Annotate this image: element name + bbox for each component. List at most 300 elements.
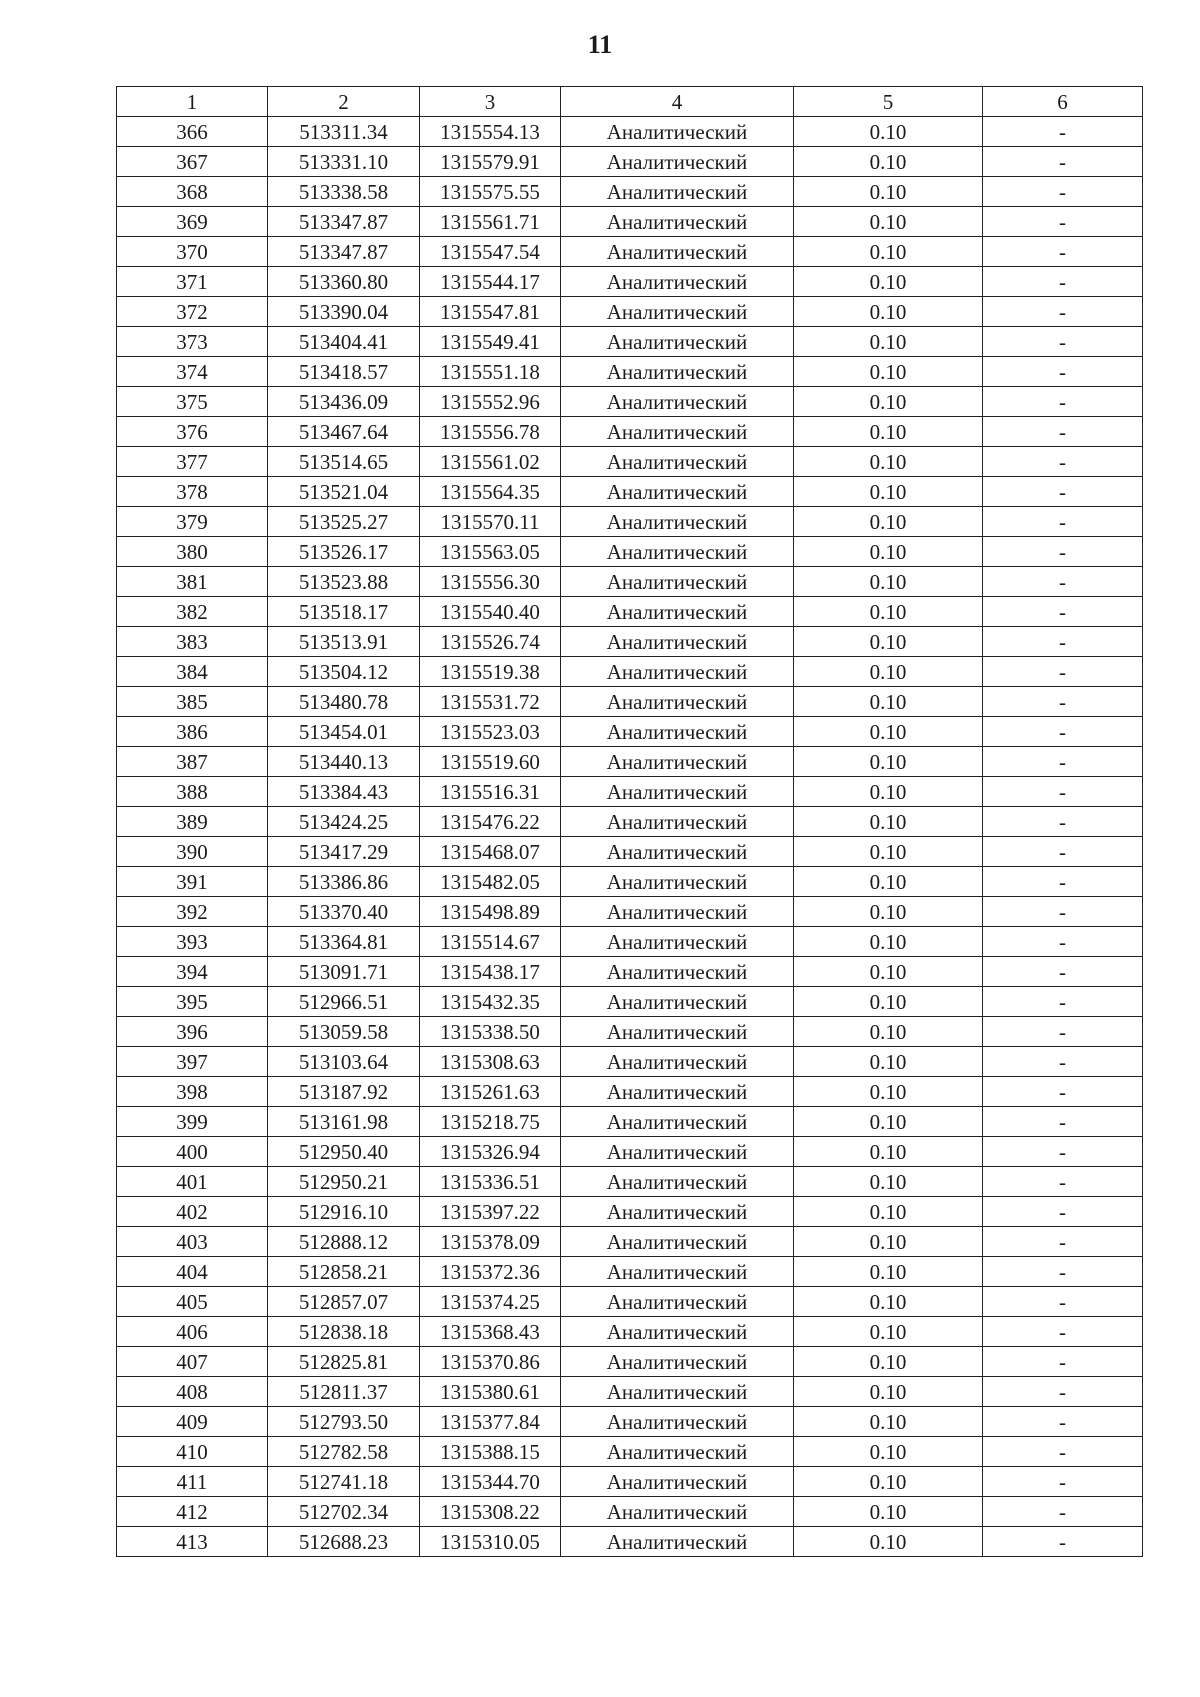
point-number-cell: 367 bbox=[117, 147, 268, 177]
note-cell: - bbox=[983, 1287, 1143, 1317]
accuracy-cell: 0.10 bbox=[794, 1167, 983, 1197]
x-coordinate-cell: 512966.51 bbox=[268, 987, 420, 1017]
accuracy-cell: 0.10 bbox=[794, 177, 983, 207]
table-row bbox=[117, 1437, 1143, 1467]
point-number-cell: 370 bbox=[117, 237, 268, 267]
point-number-cell: 392 bbox=[117, 897, 268, 927]
x-coordinate-cell: 512838.18 bbox=[268, 1317, 420, 1347]
method-cell: Аналитический bbox=[561, 1347, 794, 1377]
column-header-2: 2 bbox=[268, 87, 420, 117]
method-cell: Аналитический bbox=[561, 357, 794, 387]
y-coordinate-cell: 1315261.63 bbox=[420, 1077, 561, 1107]
method-cell: Аналитический bbox=[561, 1167, 794, 1197]
note-cell: - bbox=[983, 357, 1143, 387]
point-number-cell: 371 bbox=[117, 267, 268, 297]
y-coordinate-cell: 1315554.13 bbox=[420, 117, 561, 147]
table-row bbox=[117, 927, 1143, 957]
point-number-cell: 408 bbox=[117, 1377, 268, 1407]
y-coordinate-cell: 1315552.96 bbox=[420, 387, 561, 417]
note-cell: - bbox=[983, 237, 1143, 267]
table-body bbox=[117, 117, 1143, 1557]
method-cell: Аналитический bbox=[561, 447, 794, 477]
accuracy-cell: 0.10 bbox=[794, 897, 983, 927]
point-number-cell: 406 bbox=[117, 1317, 268, 1347]
table-row bbox=[117, 1347, 1143, 1377]
table-row bbox=[117, 837, 1143, 867]
table-row bbox=[117, 207, 1143, 237]
y-coordinate-cell: 1315218.75 bbox=[420, 1107, 561, 1137]
method-cell: Аналитический bbox=[561, 267, 794, 297]
accuracy-cell: 0.10 bbox=[794, 417, 983, 447]
table-header bbox=[117, 87, 1143, 117]
x-coordinate-cell: 513417.29 bbox=[268, 837, 420, 867]
accuracy-cell: 0.10 bbox=[794, 1437, 983, 1467]
accuracy-cell: 0.10 bbox=[794, 1017, 983, 1047]
x-coordinate-cell: 513338.58 bbox=[268, 177, 420, 207]
accuracy-cell: 0.10 bbox=[794, 627, 983, 657]
x-coordinate-cell: 513059.58 bbox=[268, 1017, 420, 1047]
column-header-1: 1 bbox=[117, 87, 268, 117]
x-coordinate-cell: 513103.64 bbox=[268, 1047, 420, 1077]
y-coordinate-cell: 1315547.81 bbox=[420, 297, 561, 327]
note-cell: - bbox=[983, 387, 1143, 417]
point-number-cell: 395 bbox=[117, 987, 268, 1017]
table-row bbox=[117, 237, 1143, 267]
table-row bbox=[117, 1287, 1143, 1317]
point-number-cell: 368 bbox=[117, 177, 268, 207]
table-row bbox=[117, 1197, 1143, 1227]
x-coordinate-cell: 513521.04 bbox=[268, 477, 420, 507]
table-row bbox=[117, 1257, 1143, 1287]
table-row bbox=[117, 147, 1143, 177]
method-cell: Аналитический bbox=[561, 1527, 794, 1557]
y-coordinate-cell: 1315397.22 bbox=[420, 1197, 561, 1227]
note-cell: - bbox=[983, 1407, 1143, 1437]
point-number-cell: 409 bbox=[117, 1407, 268, 1437]
point-number-cell: 383 bbox=[117, 627, 268, 657]
y-coordinate-cell: 1315482.05 bbox=[420, 867, 561, 897]
note-cell: - bbox=[983, 537, 1143, 567]
coordinates-table bbox=[116, 86, 1143, 1557]
x-coordinate-cell: 512688.23 bbox=[268, 1527, 420, 1557]
table-row bbox=[117, 1407, 1143, 1437]
table-row bbox=[117, 687, 1143, 717]
accuracy-cell: 0.10 bbox=[794, 447, 983, 477]
accuracy-cell: 0.10 bbox=[794, 1197, 983, 1227]
note-cell: - bbox=[983, 507, 1143, 537]
table-row bbox=[117, 357, 1143, 387]
y-coordinate-cell: 1315388.15 bbox=[420, 1437, 561, 1467]
point-number-cell: 377 bbox=[117, 447, 268, 477]
note-cell: - bbox=[983, 1197, 1143, 1227]
x-coordinate-cell: 512888.12 bbox=[268, 1227, 420, 1257]
note-cell: - bbox=[983, 1377, 1143, 1407]
note-cell: - bbox=[983, 1167, 1143, 1197]
y-coordinate-cell: 1315526.74 bbox=[420, 627, 561, 657]
table-row bbox=[117, 387, 1143, 417]
note-cell: - bbox=[983, 327, 1143, 357]
accuracy-cell: 0.10 bbox=[794, 567, 983, 597]
point-number-cell: 372 bbox=[117, 297, 268, 327]
accuracy-cell: 0.10 bbox=[794, 507, 983, 537]
method-cell: Аналитический bbox=[561, 1017, 794, 1047]
x-coordinate-cell: 513364.81 bbox=[268, 927, 420, 957]
x-coordinate-cell: 513404.41 bbox=[268, 327, 420, 357]
note-cell: - bbox=[983, 777, 1143, 807]
x-coordinate-cell: 513526.17 bbox=[268, 537, 420, 567]
note-cell: - bbox=[983, 447, 1143, 477]
point-number-cell: 369 bbox=[117, 207, 268, 237]
table-row bbox=[117, 447, 1143, 477]
y-coordinate-cell: 1315368.43 bbox=[420, 1317, 561, 1347]
table-row bbox=[117, 717, 1143, 747]
accuracy-cell: 0.10 bbox=[794, 267, 983, 297]
point-number-cell: 396 bbox=[117, 1017, 268, 1047]
y-coordinate-cell: 1315326.94 bbox=[420, 1137, 561, 1167]
method-cell: Аналитический bbox=[561, 1287, 794, 1317]
point-number-cell: 378 bbox=[117, 477, 268, 507]
point-number-cell: 382 bbox=[117, 597, 268, 627]
method-cell: Аналитический bbox=[561, 297, 794, 327]
table-row bbox=[117, 1527, 1143, 1557]
accuracy-cell: 0.10 bbox=[794, 117, 983, 147]
note-cell: - bbox=[983, 267, 1143, 297]
x-coordinate-cell: 512793.50 bbox=[268, 1407, 420, 1437]
point-number-cell: 376 bbox=[117, 417, 268, 447]
point-number-cell: 373 bbox=[117, 327, 268, 357]
point-number-cell: 388 bbox=[117, 777, 268, 807]
y-coordinate-cell: 1315519.38 bbox=[420, 657, 561, 687]
note-cell: - bbox=[983, 867, 1143, 897]
y-coordinate-cell: 1315498.89 bbox=[420, 897, 561, 927]
table-row bbox=[117, 1137, 1143, 1167]
note-cell: - bbox=[983, 1077, 1143, 1107]
point-number-cell: 394 bbox=[117, 957, 268, 987]
x-coordinate-cell: 513161.98 bbox=[268, 1107, 420, 1137]
table-row bbox=[117, 327, 1143, 357]
table-row bbox=[117, 957, 1143, 987]
point-number-cell: 380 bbox=[117, 537, 268, 567]
point-number-cell: 400 bbox=[117, 1137, 268, 1167]
table-row bbox=[117, 117, 1143, 147]
method-cell: Аналитический bbox=[561, 1077, 794, 1107]
point-number-cell: 366 bbox=[117, 117, 268, 147]
table-row bbox=[117, 1317, 1143, 1347]
y-coordinate-cell: 1315570.11 bbox=[420, 507, 561, 537]
point-number-cell: 399 bbox=[117, 1107, 268, 1137]
accuracy-cell: 0.10 bbox=[794, 747, 983, 777]
accuracy-cell: 0.10 bbox=[794, 327, 983, 357]
x-coordinate-cell: 513360.80 bbox=[268, 267, 420, 297]
point-number-cell: 407 bbox=[117, 1347, 268, 1377]
y-coordinate-cell: 1315310.05 bbox=[420, 1527, 561, 1557]
accuracy-cell: 0.10 bbox=[794, 1227, 983, 1257]
x-coordinate-cell: 513525.27 bbox=[268, 507, 420, 537]
method-cell: Аналитический bbox=[561, 477, 794, 507]
point-number-cell: 402 bbox=[117, 1197, 268, 1227]
accuracy-cell: 0.10 bbox=[794, 1467, 983, 1497]
method-cell: Аналитический bbox=[561, 1437, 794, 1467]
method-cell: Аналитический bbox=[561, 957, 794, 987]
note-cell: - bbox=[983, 987, 1143, 1017]
note-cell: - bbox=[983, 417, 1143, 447]
accuracy-cell: 0.10 bbox=[794, 687, 983, 717]
y-coordinate-cell: 1315519.60 bbox=[420, 747, 561, 777]
x-coordinate-cell: 512858.21 bbox=[268, 1257, 420, 1287]
accuracy-cell: 0.10 bbox=[794, 537, 983, 567]
accuracy-cell: 0.10 bbox=[794, 987, 983, 1017]
table-row bbox=[117, 477, 1143, 507]
point-number-cell: 387 bbox=[117, 747, 268, 777]
y-coordinate-cell: 1315579.91 bbox=[420, 147, 561, 177]
note-cell: - bbox=[983, 837, 1143, 867]
x-coordinate-cell: 513518.17 bbox=[268, 597, 420, 627]
point-number-cell: 404 bbox=[117, 1257, 268, 1287]
table-row bbox=[117, 897, 1143, 927]
point-number-cell: 413 bbox=[117, 1527, 268, 1557]
note-cell: - bbox=[983, 597, 1143, 627]
table-row bbox=[117, 567, 1143, 597]
note-cell: - bbox=[983, 567, 1143, 597]
y-coordinate-cell: 1315378.09 bbox=[420, 1227, 561, 1257]
y-coordinate-cell: 1315561.02 bbox=[420, 447, 561, 477]
y-coordinate-cell: 1315344.70 bbox=[420, 1467, 561, 1497]
accuracy-cell: 0.10 bbox=[794, 207, 983, 237]
method-cell: Аналитический bbox=[561, 507, 794, 537]
y-coordinate-cell: 1315556.78 bbox=[420, 417, 561, 447]
point-number-cell: 375 bbox=[117, 387, 268, 417]
point-number-cell: 389 bbox=[117, 807, 268, 837]
table-row bbox=[117, 747, 1143, 777]
point-number-cell: 386 bbox=[117, 717, 268, 747]
method-cell: Аналитический bbox=[561, 717, 794, 747]
note-cell: - bbox=[983, 1497, 1143, 1527]
accuracy-cell: 0.10 bbox=[794, 1317, 983, 1347]
accuracy-cell: 0.10 bbox=[794, 297, 983, 327]
y-coordinate-cell: 1315561.71 bbox=[420, 207, 561, 237]
method-cell: Аналитический bbox=[561, 237, 794, 267]
y-coordinate-cell: 1315308.22 bbox=[420, 1497, 561, 1527]
point-number-cell: 390 bbox=[117, 837, 268, 867]
accuracy-cell: 0.10 bbox=[794, 957, 983, 987]
accuracy-cell: 0.10 bbox=[794, 1257, 983, 1287]
accuracy-cell: 0.10 bbox=[794, 1047, 983, 1077]
method-cell: Аналитический bbox=[561, 597, 794, 627]
table-row bbox=[117, 537, 1143, 567]
point-number-cell: 384 bbox=[117, 657, 268, 687]
note-cell: - bbox=[983, 657, 1143, 687]
point-number-cell: 398 bbox=[117, 1077, 268, 1107]
accuracy-cell: 0.10 bbox=[794, 237, 983, 267]
method-cell: Аналитический bbox=[561, 807, 794, 837]
x-coordinate-cell: 513347.87 bbox=[268, 207, 420, 237]
y-coordinate-cell: 1315336.51 bbox=[420, 1167, 561, 1197]
y-coordinate-cell: 1315370.86 bbox=[420, 1347, 561, 1377]
method-cell: Аналитический bbox=[561, 567, 794, 597]
x-coordinate-cell: 513418.57 bbox=[268, 357, 420, 387]
x-coordinate-cell: 513370.40 bbox=[268, 897, 420, 927]
method-cell: Аналитический bbox=[561, 1107, 794, 1137]
method-cell: Аналитический bbox=[561, 1377, 794, 1407]
accuracy-cell: 0.10 bbox=[794, 1497, 983, 1527]
y-coordinate-cell: 1315564.35 bbox=[420, 477, 561, 507]
note-cell: - bbox=[983, 477, 1143, 507]
table-row bbox=[117, 1107, 1143, 1137]
note-cell: - bbox=[983, 747, 1143, 777]
y-coordinate-cell: 1315531.72 bbox=[420, 687, 561, 717]
note-cell: - bbox=[983, 927, 1143, 957]
point-number-cell: 393 bbox=[117, 927, 268, 957]
x-coordinate-cell: 512825.81 bbox=[268, 1347, 420, 1377]
note-cell: - bbox=[983, 1467, 1143, 1497]
y-coordinate-cell: 1315563.05 bbox=[420, 537, 561, 567]
point-number-cell: 385 bbox=[117, 687, 268, 717]
note-cell: - bbox=[983, 1437, 1143, 1467]
x-coordinate-cell: 513504.12 bbox=[268, 657, 420, 687]
note-cell: - bbox=[983, 627, 1143, 657]
x-coordinate-cell: 513311.34 bbox=[268, 117, 420, 147]
method-cell: Аналитический bbox=[561, 1047, 794, 1077]
accuracy-cell: 0.10 bbox=[794, 1347, 983, 1377]
method-cell: Аналитический bbox=[561, 1467, 794, 1497]
table-row bbox=[117, 867, 1143, 897]
note-cell: - bbox=[983, 207, 1143, 237]
table-row bbox=[117, 1377, 1143, 1407]
accuracy-cell: 0.10 bbox=[794, 357, 983, 387]
x-coordinate-cell: 513424.25 bbox=[268, 807, 420, 837]
note-cell: - bbox=[983, 687, 1143, 717]
table-row bbox=[117, 1017, 1143, 1047]
table-row bbox=[117, 597, 1143, 627]
y-coordinate-cell: 1315549.41 bbox=[420, 327, 561, 357]
method-cell: Аналитический bbox=[561, 117, 794, 147]
accuracy-cell: 0.10 bbox=[794, 1137, 983, 1167]
page-number: 11 bbox=[587, 30, 613, 59]
accuracy-cell: 0.10 bbox=[794, 867, 983, 897]
table-row bbox=[117, 1047, 1143, 1077]
accuracy-cell: 0.10 bbox=[794, 657, 983, 687]
y-coordinate-cell: 1315468.07 bbox=[420, 837, 561, 867]
accuracy-cell: 0.10 bbox=[794, 927, 983, 957]
table-row bbox=[117, 267, 1143, 297]
x-coordinate-cell: 513091.71 bbox=[268, 957, 420, 987]
method-cell: Аналитический bbox=[561, 837, 794, 867]
accuracy-cell: 0.10 bbox=[794, 1407, 983, 1437]
point-number-cell: 410 bbox=[117, 1437, 268, 1467]
accuracy-cell: 0.10 bbox=[794, 807, 983, 837]
x-coordinate-cell: 512782.58 bbox=[268, 1437, 420, 1467]
table-row bbox=[117, 507, 1143, 537]
x-coordinate-cell: 513513.91 bbox=[268, 627, 420, 657]
x-coordinate-cell: 513347.87 bbox=[268, 237, 420, 267]
accuracy-cell: 0.10 bbox=[794, 477, 983, 507]
accuracy-cell: 0.10 bbox=[794, 717, 983, 747]
method-cell: Аналитический bbox=[561, 1137, 794, 1167]
method-cell: Аналитический bbox=[561, 177, 794, 207]
x-coordinate-cell: 512950.21 bbox=[268, 1167, 420, 1197]
note-cell: - bbox=[983, 297, 1143, 327]
note-cell: - bbox=[983, 1107, 1143, 1137]
point-number-cell: 405 bbox=[117, 1287, 268, 1317]
accuracy-cell: 0.10 bbox=[794, 387, 983, 417]
accuracy-cell: 0.10 bbox=[794, 597, 983, 627]
note-cell: - bbox=[983, 147, 1143, 177]
x-coordinate-cell: 513386.86 bbox=[268, 867, 420, 897]
x-coordinate-cell: 513187.92 bbox=[268, 1077, 420, 1107]
point-number-cell: 379 bbox=[117, 507, 268, 537]
table-row bbox=[117, 1227, 1143, 1257]
method-cell: Аналитический bbox=[561, 627, 794, 657]
column-header-5: 5 bbox=[794, 87, 983, 117]
note-cell: - bbox=[983, 807, 1143, 837]
accuracy-cell: 0.10 bbox=[794, 1287, 983, 1317]
note-cell: - bbox=[983, 1257, 1143, 1287]
point-number-cell: 411 bbox=[117, 1467, 268, 1497]
x-coordinate-cell: 512702.34 bbox=[268, 1497, 420, 1527]
accuracy-cell: 0.10 bbox=[794, 1107, 983, 1137]
note-cell: - bbox=[983, 957, 1143, 987]
x-coordinate-cell: 513436.09 bbox=[268, 387, 420, 417]
method-cell: Аналитический bbox=[561, 147, 794, 177]
x-coordinate-cell: 512950.40 bbox=[268, 1137, 420, 1167]
x-coordinate-cell: 513331.10 bbox=[268, 147, 420, 177]
x-coordinate-cell: 512857.07 bbox=[268, 1287, 420, 1317]
point-number-cell: 412 bbox=[117, 1497, 268, 1527]
table-row bbox=[117, 177, 1143, 207]
y-coordinate-cell: 1315377.84 bbox=[420, 1407, 561, 1437]
y-coordinate-cell: 1315374.25 bbox=[420, 1287, 561, 1317]
table-row bbox=[117, 1497, 1143, 1527]
method-cell: Аналитический bbox=[561, 777, 794, 807]
method-cell: Аналитический bbox=[561, 387, 794, 417]
table-row bbox=[117, 1467, 1143, 1497]
x-coordinate-cell: 512916.10 bbox=[268, 1197, 420, 1227]
y-coordinate-cell: 1315575.55 bbox=[420, 177, 561, 207]
accuracy-cell: 0.10 bbox=[794, 1077, 983, 1107]
x-coordinate-cell: 513480.78 bbox=[268, 687, 420, 717]
note-cell: - bbox=[983, 1227, 1143, 1257]
x-coordinate-cell: 513440.13 bbox=[268, 747, 420, 777]
table-row bbox=[117, 777, 1143, 807]
point-number-cell: 391 bbox=[117, 867, 268, 897]
table-row bbox=[117, 987, 1143, 1017]
y-coordinate-cell: 1315544.17 bbox=[420, 267, 561, 297]
y-coordinate-cell: 1315432.35 bbox=[420, 987, 561, 1017]
method-cell: Аналитический bbox=[561, 417, 794, 447]
x-coordinate-cell: 513384.43 bbox=[268, 777, 420, 807]
method-cell: Аналитический bbox=[561, 687, 794, 717]
accuracy-cell: 0.10 bbox=[794, 147, 983, 177]
accuracy-cell: 0.10 bbox=[794, 777, 983, 807]
table-row bbox=[117, 297, 1143, 327]
method-cell: Аналитический bbox=[561, 987, 794, 1017]
note-cell: - bbox=[983, 1317, 1143, 1347]
note-cell: - bbox=[983, 177, 1143, 207]
column-header-6: 6 bbox=[983, 87, 1143, 117]
method-cell: Аналитический bbox=[561, 1407, 794, 1437]
x-coordinate-cell: 513390.04 bbox=[268, 297, 420, 327]
y-coordinate-cell: 1315547.54 bbox=[420, 237, 561, 267]
y-coordinate-cell: 1315372.36 bbox=[420, 1257, 561, 1287]
y-coordinate-cell: 1315556.30 bbox=[420, 567, 561, 597]
point-number-cell: 403 bbox=[117, 1227, 268, 1257]
method-cell: Аналитический bbox=[561, 1197, 794, 1227]
method-cell: Аналитический bbox=[561, 537, 794, 567]
point-number-cell: 401 bbox=[117, 1167, 268, 1197]
y-coordinate-cell: 1315476.22 bbox=[420, 807, 561, 837]
note-cell: - bbox=[983, 1137, 1143, 1167]
x-coordinate-cell: 513514.65 bbox=[268, 447, 420, 477]
